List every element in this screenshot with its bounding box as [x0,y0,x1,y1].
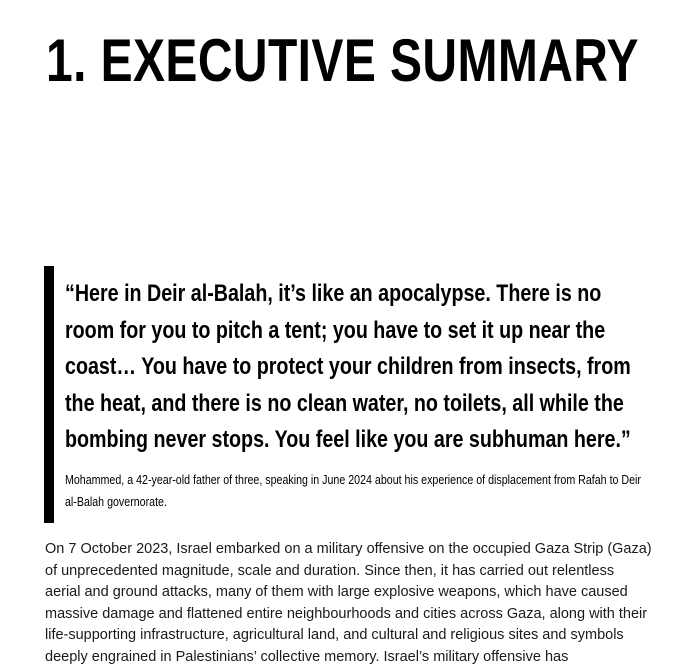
section-heading: 1. EXECUTIVE SUMMARY [46,27,639,94]
pull-quote [44,266,648,523]
quote-text: “Here in Deir al-Balah, it’s like an apocalypse. There is no room for you to pitch a tent; you have to set it up near the coast… You have to protect your children from insects, from the heat, and there is no clean water, no toilets, all while the bombing never stops. You feel like you are subhuman here.” [65,280,631,453]
body-paragraph: On 7 October 2023, Israel embarked on a military offensive on the occupied Gaza Strip (Gaza) of unprecedented magnitude, scale and duration. Since then, it has carried out relentless aerial and ground attacks, many of them with large explosive weapons, which have caused massive damage and flattened entire neighbourhoods and cities across Gaza, along with their life-supporting infrastructure, agricultural land, and cultural and religious sites and symbols deeply engrained in Palestinians’ collective memory. Israel’s military offensive has [45,541,652,665]
quote-attribution: Mohammed, a 42-year-old father of three, speaking in June 2024 about his experience of displacement from Rafah to Deir al-Balah governorate. [65,472,641,509]
quote-accent-bar [44,266,54,523]
